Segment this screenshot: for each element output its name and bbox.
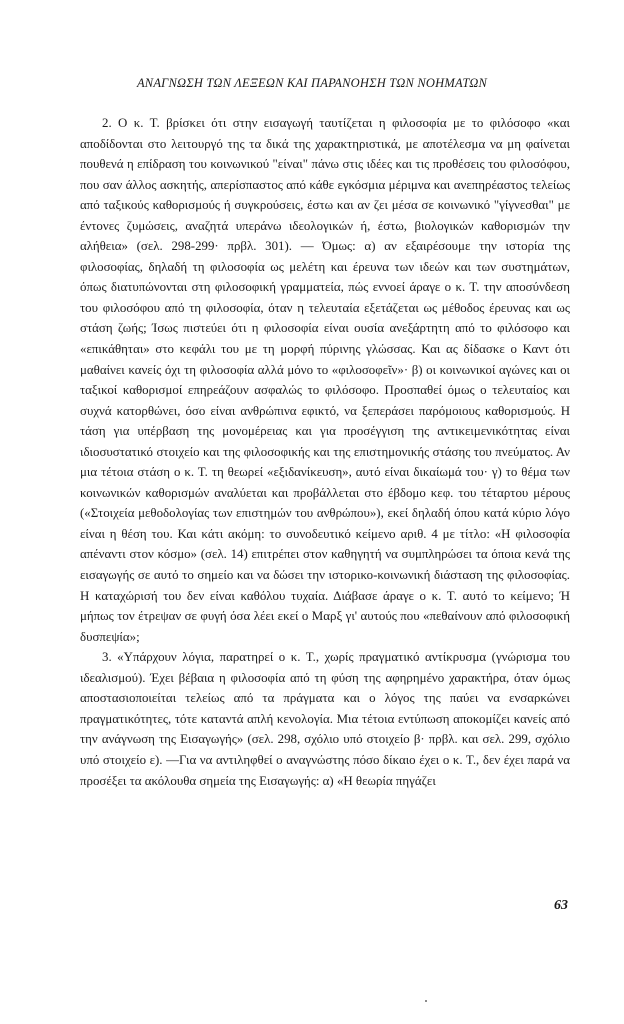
- paragraph-2: 2. Ο κ. Τ. βρίσκει ότι στην εισαγωγή ταυτίζεται η φιλοσοφία με το φιλόσοφο «και αποδίδονται στο λειτουργό της τα δικά της χαρακτηριστικά, με αποτέλεσμα να μη φαίνεται πουθενά η επίδραση του κοινωνικού "είναι" πάνω στις ιδέες και τις προθέσεις του φιλοσόφου, που σαν άλλος ασκητής, απερίσπαστος από κάθε εγκόσμια μέριμνα και ανεπηρέαστος τελείως από ταξικούς καθορισμούς ή συγκρούσεις, έστω και αν ζει μέσα σε κοινωνικό "γίγνεσθαι" με έντονες ζυμώσεις, αναζητά υπεράνω ιδεολογικών ή, έστω, βιολογικών καθορισμών την αλήθεια» (σελ. 298-299· πρβλ. 301). — Όμως: α) αν εξαιρέσουμε την ιστορία της φιλοσοφίας, δηλαδή τη φιλοσοφία ως μελέτη και έρευνα των ιδεών και των συστημάτων, όπως διατυπώνονται στη φιλοσοφική γραμματεία, πώς εννοεί άραγε ο κ. Τ. την αποσύνδεση του φιλοσόφου από τη φιλοσοφία, όταν η τελευταία εξετάζεται ως μέθοδος έρευνας και ως στάση ζωής; Ίσως πιστεύει ότι η φιλοσοφία είναι ουσία ανεξάρτητη από το φιλόσοφο και «επικάθηται» στο κεφάλι του με τη μορφή πύρινης γλώσσας. Και ας δίδασκε ο Καντ ότι μαθαίνει κανείς όχι τη φιλοσοφία αλλά μόνο το «φιλοσοφεῖν»· β) οι κοινωνικοί αγώνες και οι ταξικοί καθορισμοί επηρεάζουν ασφαλώς το φιλόσοφο. Προσπαθεί όμως ο τελευταίος και συχνά κατορθώνει, όσο είναι ανθρώπινα εφικτό, να ξεπεράσει παρόμοιους καθορισμούς. Η τάση για υπέρβαση της μονομέρειας και για προσέγγιση της αντικειμενικότητας είναι ιδιοσυστατικό στοιχείο και της φιλοσοφικής και της επιστημονικής στάσης του πνεύματος. Αν μια τέτοια στάση ο κ. Τ. τη θεωρεί «εξιδανίκευση», αυτό είναι δικαίωμά του· γ) το θέμα των κοινωνικών καθορισμών αναλύεται και προβάλλεται στο έβδομο κεφ. του τέταρτου μέρους («Στοιχεία μεθοδολογίας των επιστημών του ανθρώπου»), εκεί δηλαδή όπου κατά κύριο λόγο είναι η θέση του. Και κάτι ακόμη: το συνοδευτικό κείμενο αριθ. 4 με τίτλο: «Η φιλοσοφία απέναντι στον κόσμο» (σελ. 14) επιτρέπει στον καθηγητή να συμπληρώσει τα όποια κενά της εισαγωγής σε αυτό το σημείο και να δώσει την ιστορικο-κοινωνική διάσταση της φιλοσοφίας. Η καταχώρισή του δεν είναι καθόλου τυχαία. Διάβασε άραγε ο κ. Τ. αυτό το κείμενο; Ή μήπως τον έτρεψαν σε φυγή όσα λέει εκεί ο Μαρξ γι' αυτούς που «πεθαίνουν από φιλοσοφική δυσπεψία»;: [80, 116, 570, 644]
- paragraph-3: 3. «Υπάρχουν λόγια, παρατηρεί ο κ. Τ., χωρίς πραγματικό αντίκρυσμα (γνώρισμα του ιδεαλισμού). Έχει βέβαια η φιλοσοφία από τη φύση της αφηρημένο χαρακτήρα, όταν όμως αποστασιοποιείται τελείως από τα πράγματα και ο λόγος της παύει να ενσαρκώνει πραγματικότητες, τότε καταντά απλή κενολογία. Μια τέτοια εντύπωση αποκομίζει κανείς από την ανάγνωση της Εισαγωγής» (σελ. 298, σχόλιο υπό στοιχείο β· πρβλ. και σελ. 299, σχόλιο υπό στοιχείο ε). —Για να αντιληφθεί ο αναγνώστης πόσο δίκαιο έχει ο κ. Τ., δεν έχει παρά να προσέξει τα ακόλουθα σημεία της Εισαγωγής: α) «Η θεωρία πηγάζει: [80, 650, 570, 788]
- running-header: ΑΝΑΓΝΩΣΗ ΤΩΝ ΛΕΞΕΩΝ ΚΑΙ ΠΑΡΑΝΟΗΣΗ ΤΩΝ ΝΟΗΜΑΤΩΝ: [136, 76, 488, 90]
- body-text: [80, 113, 570, 791]
- page-number: 63: [554, 898, 568, 913]
- scan-speck: [425, 1000, 427, 1002]
